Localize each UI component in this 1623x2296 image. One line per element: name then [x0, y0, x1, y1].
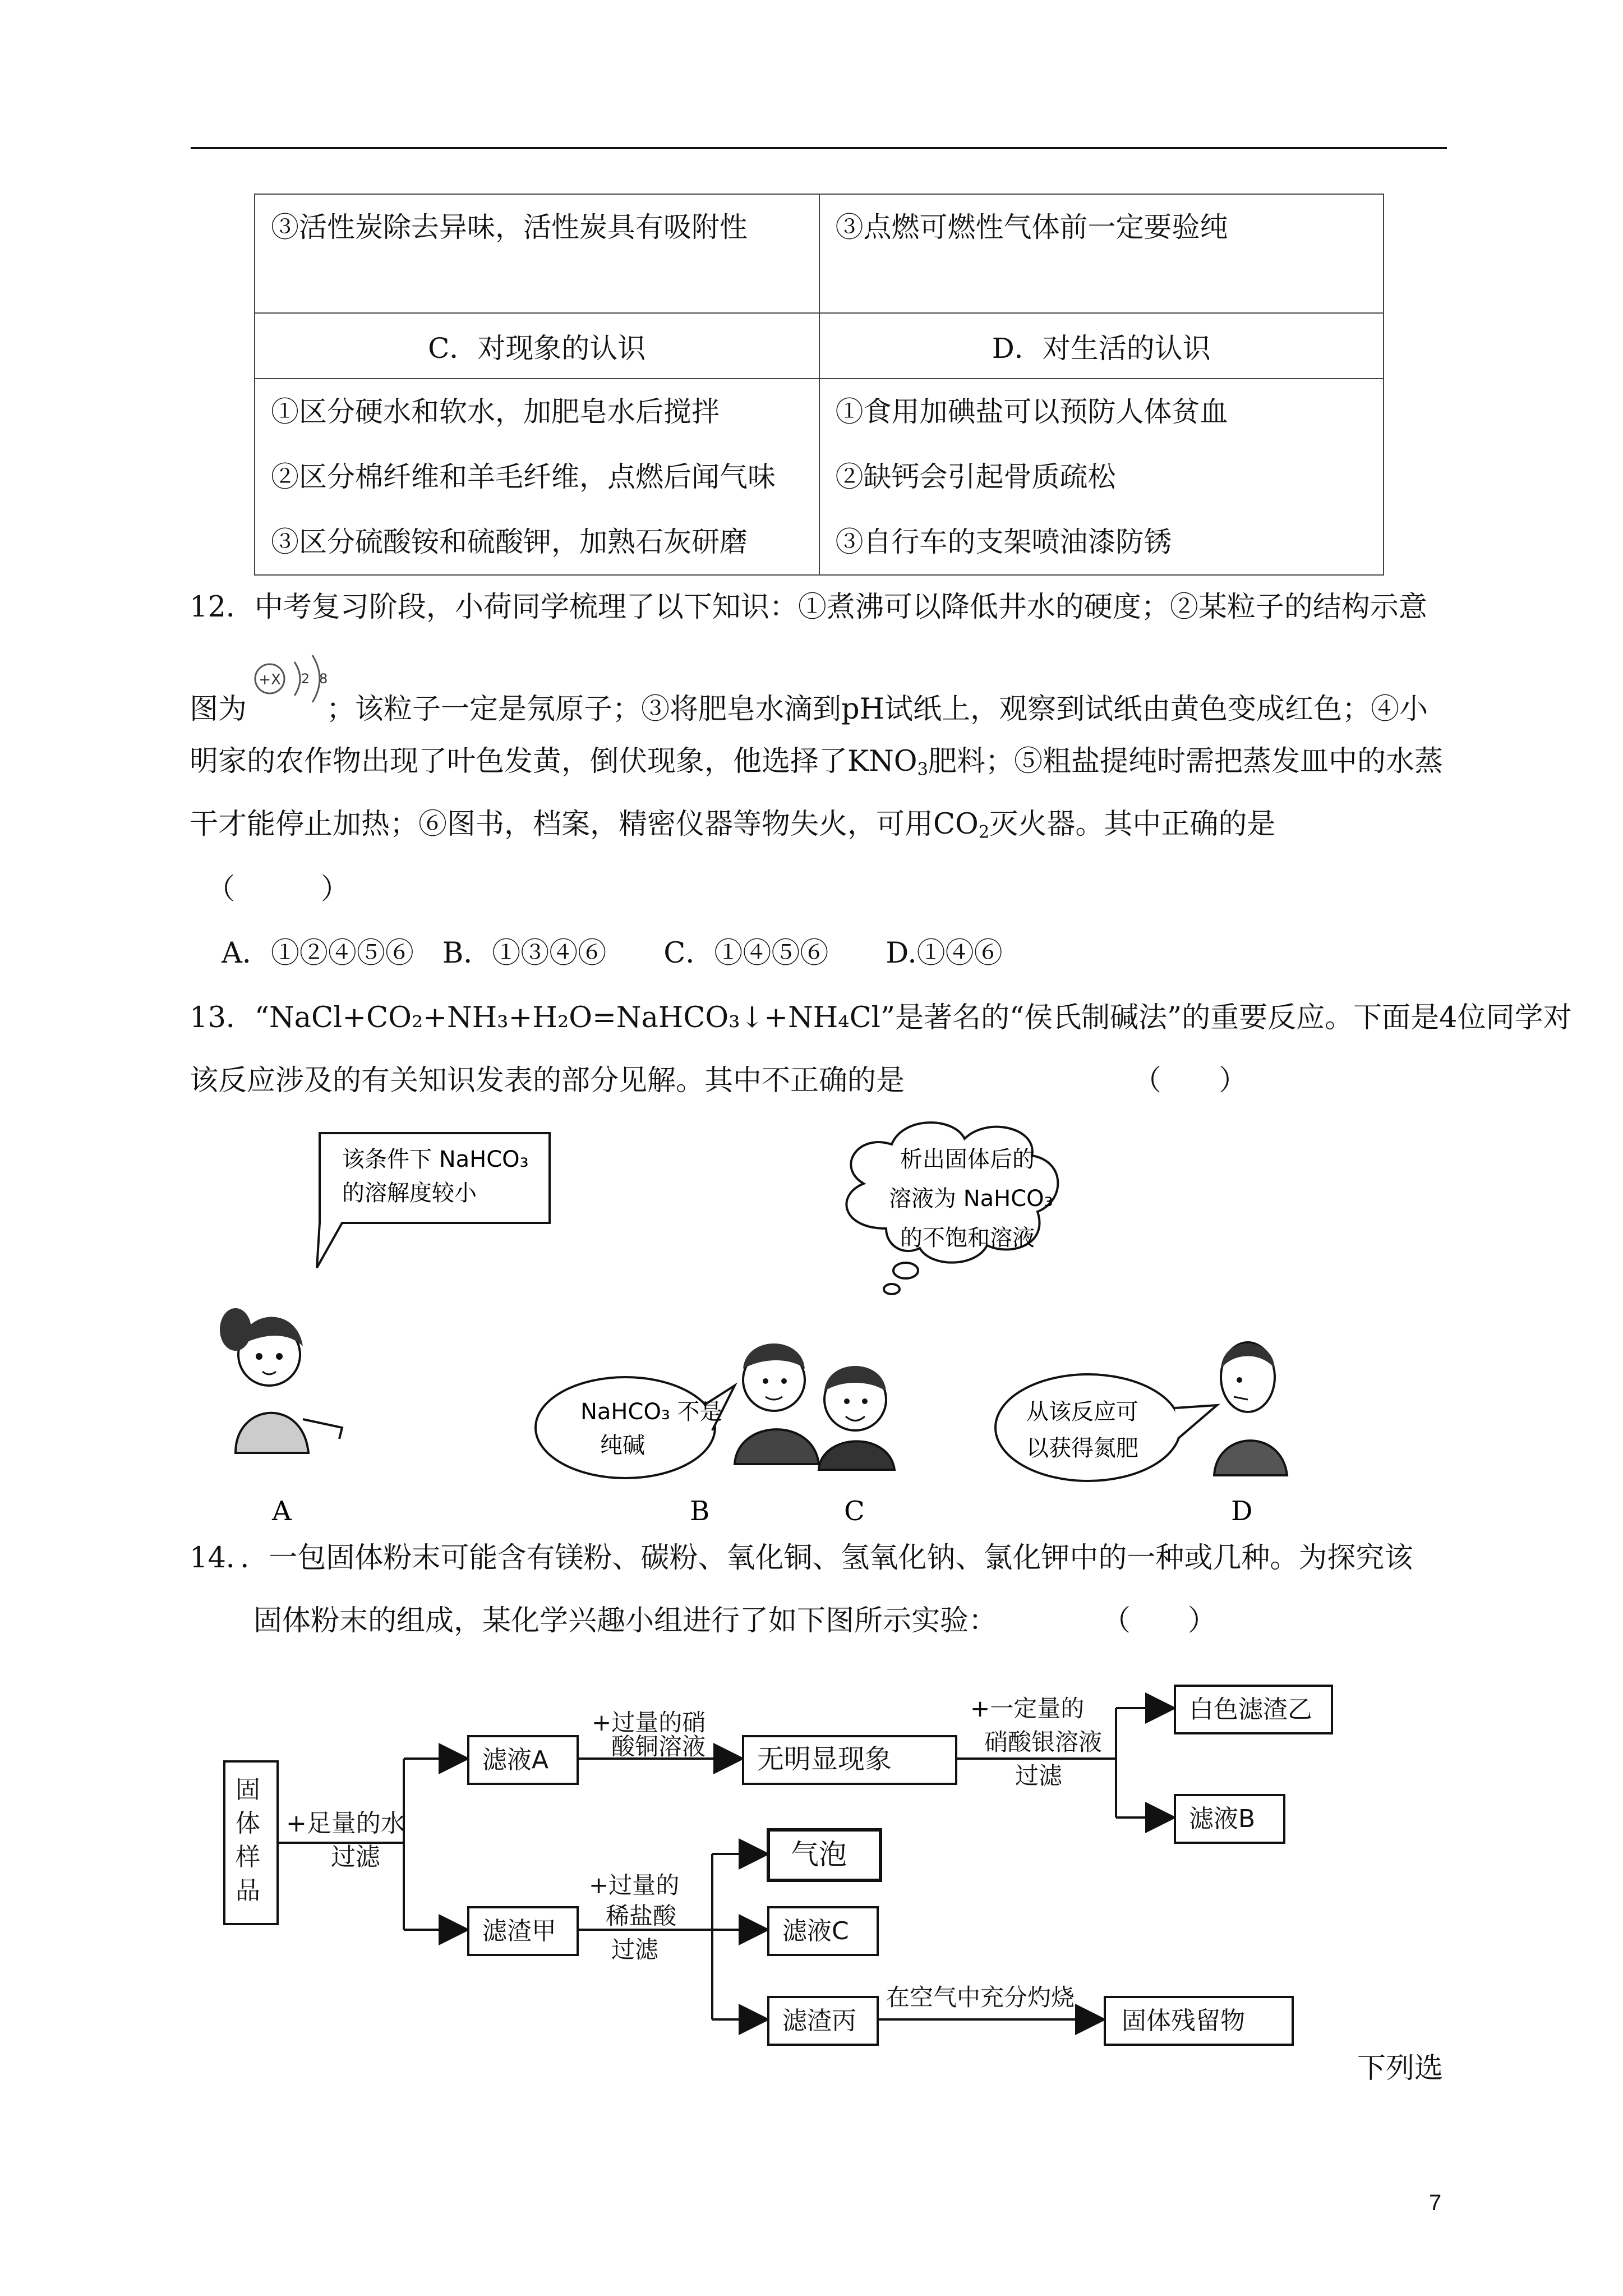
- label-b: B: [690, 1496, 710, 1527]
- thought-dot-1: [893, 1263, 918, 1278]
- white-residue-label: 白色滤渣乙: [1189, 1695, 1312, 1724]
- bubble-a-line2: 的溶解度较小: [342, 1180, 477, 1206]
- speech-ellipse-b: [536, 1377, 715, 1478]
- q14-flowchart: [219, 1683, 1363, 2076]
- step4-line1: +过量的: [589, 1871, 680, 1899]
- step4-line3: 过滤: [611, 1936, 659, 1963]
- step4-line2: 稀盐酸: [606, 1902, 677, 1930]
- step2-line2: 酸铜溶液: [611, 1733, 706, 1760]
- knowledge-table: [254, 194, 1384, 576]
- bubble-d-line1: 从该反应可: [1026, 1399, 1138, 1425]
- thought-dot-2: [884, 1284, 900, 1294]
- step3-line1: +一定量的: [970, 1695, 1085, 1722]
- table-text: ③点燃可燃性气体前一定要验纯: [835, 211, 1228, 243]
- q12-line2-post: ；该粒子一定是氖原子；③将肥皂水滴到pH试纸上，观察到试纸由黄色变成红色；④小: [326, 693, 1428, 726]
- page-number: 7: [1429, 2191, 1442, 2215]
- sample-char-2: 体: [236, 1809, 260, 1838]
- label-d: D: [1231, 1496, 1253, 1527]
- step5-label: 在空气中充分灼烧: [886, 1984, 1075, 2011]
- bubble-c-line2: 溶液为 NaHCO₃: [889, 1186, 1053, 1212]
- filtrate-b-label: 滤液B: [1189, 1805, 1256, 1833]
- atom-nucleus: +X: [259, 671, 281, 688]
- no-change-label: 无明显现象: [757, 1743, 892, 1775]
- q14-line2: 固体粉末的组成，某化学兴趣小组进行了如下图所示实验：: [253, 1604, 998, 1637]
- bubble-b-line2: 纯碱: [600, 1433, 645, 1458]
- q12-line3-post: 肥料；⑤粗盐提纯时需把蒸发皿中的水蒸: [928, 745, 1444, 778]
- table-item: ②缺钙会引起骨质疏松: [835, 461, 1116, 493]
- table-item: ②区分棉纤维和羊毛纤维，点燃后闻气味: [271, 461, 776, 493]
- q14-blank: （ ）: [1102, 1604, 1217, 1637]
- step3-line3: 过滤: [1015, 1762, 1063, 1789]
- q12-line3-pre: 明家的农作物出现了叶色发黄，倒伏现象，他选择了KNO: [190, 745, 917, 778]
- student-b-figure: [735, 1343, 819, 1464]
- bubble-c-line1: 析出固体后的: [900, 1147, 1035, 1172]
- table-header-c: C．对现象的认识: [255, 313, 819, 379]
- q13-blank: （ ）: [1133, 1064, 1248, 1097]
- filtrate-a-label: 滤液A: [482, 1746, 549, 1774]
- atom-structure-diagram: [250, 651, 328, 724]
- table-cell-row1-right: [819, 194, 1384, 313]
- q13-line1: 13．“NaCl+CO₂+NH₃+H₂O=NaHCO₃↓+NH₄Cl”是著名的“侯氏制碱法”的重要反应。下面是4位同学对: [190, 1001, 1572, 1034]
- q13-illustration: [213, 1116, 1475, 1543]
- q14-tail: 下列选: [1357, 2052, 1444, 2085]
- table-header-d: D．对生活的认识: [819, 313, 1384, 379]
- q12-line2-pre: 图为: [190, 693, 247, 726]
- label-c: C: [844, 1496, 865, 1527]
- solid-residue-label: 固体残留物: [1122, 2007, 1245, 2035]
- q13-line2: 该反应涉及的有关知识发表的部分见解。其中不正确的是: [190, 1064, 905, 1097]
- atom-shell1: 2: [301, 671, 310, 687]
- speech-tail-d: [1175, 1405, 1217, 1439]
- table-cell-row1-left: [255, 194, 819, 313]
- q14-line1: 14．．一包固体粉末可能含有镁粉、碳粉、氧化铜、氢氧化钠、氯化钾中的一种或几种。为探究该: [190, 1542, 1413, 1575]
- q12-line4-post: 灭火器。其中正确的是: [989, 808, 1276, 841]
- q12-line3-sub: 3: [917, 760, 929, 780]
- speech-ellipse-d: [995, 1374, 1181, 1481]
- sample-char-3: 样: [236, 1843, 260, 1871]
- table-cell-c-items: [255, 379, 819, 575]
- bubble-c-line3: 的不饱和溶液: [900, 1225, 1035, 1251]
- table-cell-d-items: [819, 379, 1384, 575]
- q12-blank: （ ）: [206, 873, 350, 906]
- header-rule: [191, 147, 1447, 149]
- q12-line4-pre: 干才能停止加热；⑥图书，档案，精密仪器等物失火，可用CO: [190, 808, 979, 841]
- step1-line2: 过滤: [331, 1843, 380, 1871]
- table-item: ①区分硬水和软水，加肥皂水后搅拌: [271, 395, 720, 428]
- sample-char-4: 品: [236, 1876, 260, 1905]
- student-a-figure: [220, 1308, 342, 1453]
- residue-bing-label: 滤渣丙: [782, 2007, 856, 2035]
- q12-line4: [190, 808, 1275, 841]
- table-item: ①食用加碘盐可以预防人体贫血: [835, 395, 1228, 428]
- table-item: ③区分硫酸铵和硫酸钾，加熟石灰研磨: [271, 526, 748, 558]
- bubbles-label: 气泡: [791, 1838, 847, 1871]
- step1-line1: +足量的水: [286, 1809, 405, 1838]
- bubble-a-line1: 该条件下 NaHCO₃: [342, 1147, 529, 1172]
- label-a: A: [272, 1496, 292, 1527]
- student-c-figure: [819, 1366, 895, 1470]
- student-d-figure: [1214, 1342, 1287, 1475]
- residue-jia-label: 滤渣甲: [482, 1917, 556, 1945]
- q12-line1: 12．中考复习阶段，小荷同学梳理了以下知识：①煮沸可以降低井水的硬度；②某粒子的结构示意: [190, 591, 1427, 624]
- q12-line3: [190, 745, 1443, 779]
- q12-line4-sub: 2: [978, 822, 990, 843]
- bubble-b-line1: NaHCO₃ 不是: [580, 1399, 722, 1425]
- step3-line2: 硝酸银溶液: [984, 1728, 1103, 1756]
- shell-arc-1: [294, 662, 300, 696]
- atom-shell2: 8: [319, 671, 328, 687]
- bubble-d-line2: 以获得氮肥: [1026, 1435, 1138, 1461]
- step2-line1: +过量的硝: [592, 1709, 706, 1736]
- table-text: ③活性炭除去异味，活性炭具有吸附性: [271, 211, 748, 243]
- filtrate-c-label: 滤液C: [782, 1917, 849, 1945]
- sample-char-1: 固: [236, 1775, 260, 1804]
- table-item: ③自行车的支架喷油漆防锈: [835, 526, 1172, 558]
- q12-options: A．①②④⑤⑥ B．①③④⑥ C．①④⑤⑥ D.①④⑥: [222, 937, 1003, 970]
